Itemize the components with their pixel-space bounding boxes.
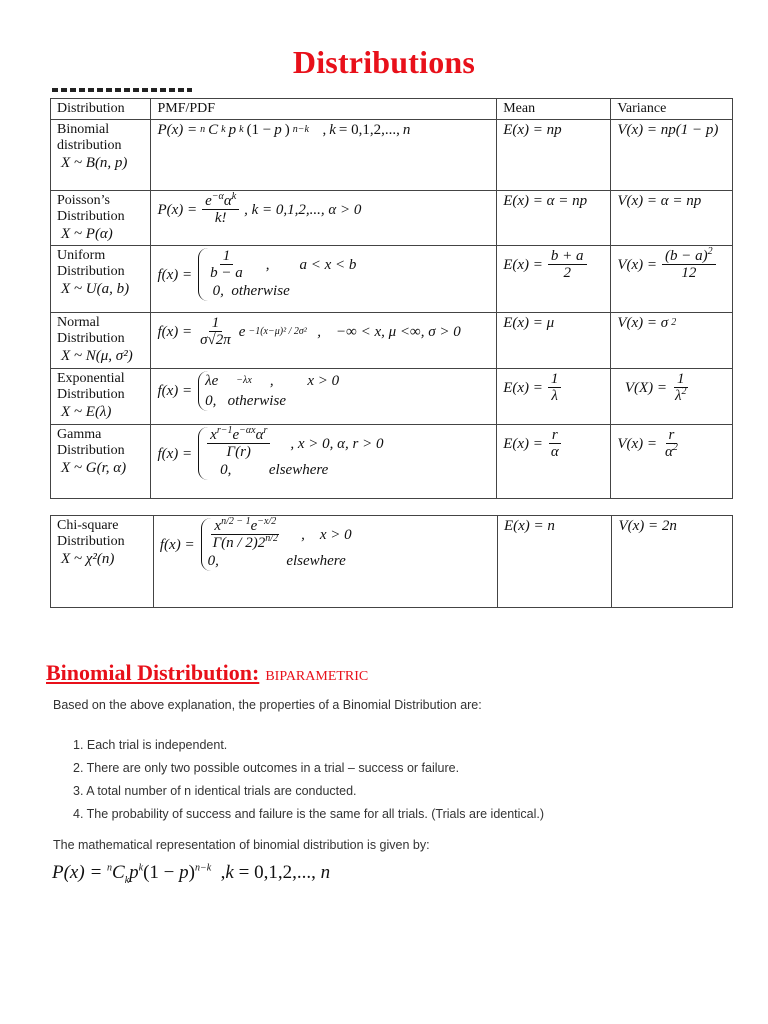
pdf-cell xyxy=(151,313,497,369)
distribution-name-cell xyxy=(51,246,151,313)
table-row xyxy=(51,246,733,313)
distribution-name: Distribution xyxy=(57,331,125,346)
distribution-name: Distribution xyxy=(57,209,125,224)
distribution-name-cell xyxy=(51,425,151,499)
variance-cell xyxy=(611,369,733,425)
table-row xyxy=(51,425,733,499)
distribution-name-cell xyxy=(51,369,151,425)
pdf-formula: f(x) = $\frac{x^{r-1}e^{-\alpha x}\alpha^r}{\Gamma(r)}$ , x > 0, α, r > 0 0, elsewhere xyxy=(157,425,384,478)
distribution-name: Poisson’s xyxy=(57,193,110,208)
mean-formula: E(x) = $\frac{r}{\alpha}$ xyxy=(503,427,559,460)
mean-formula: E(x) = μ xyxy=(503,315,555,331)
properties-intro: Based on the above explanation, the properties of a Binomial Distribution are: xyxy=(53,698,482,712)
list-item: 2. There are only two possible outcomes in a trial – success or failure. xyxy=(73,761,460,775)
table-header-row xyxy=(51,99,733,120)
distribution-name: Normal xyxy=(57,315,100,330)
page-title: Distributions xyxy=(292,44,476,80)
pdf-cell xyxy=(151,425,497,499)
pdf-formula: f(x) = λe −λx , x > 0 0, otherwise xyxy=(157,373,340,409)
variance-formula: V(x) = np(1 − p) xyxy=(617,122,719,138)
variance-cell xyxy=(611,191,733,246)
list-item: 4. The probability of success and failure is the same for all trials. (Trials are identical.) xyxy=(73,807,545,821)
distribution-name: Chi-square xyxy=(57,518,119,533)
pdf-cell xyxy=(151,120,497,191)
mean-cell xyxy=(497,191,611,246)
section-subtitle: BIPARAMETRIC xyxy=(265,669,369,684)
distribution-name-cell xyxy=(51,191,151,246)
header-mean: Mean xyxy=(497,99,611,120)
distribution-name-cell xyxy=(51,120,151,191)
distribution-notation: X ~ B(n, p) xyxy=(61,155,128,171)
variance-formula: V(x) = 2n xyxy=(618,518,677,534)
section-title: Binomial Distribution: xyxy=(46,660,260,685)
pdf-formula: f(x) = $\frac{x^{n/2 - 1}e^{-x/2}}{\Gamma(n / 2)2^{n/2}}$ , x > 0 0, elsewhere xyxy=(159,516,352,569)
distribution-name: Distribution xyxy=(57,264,125,279)
variance-cell xyxy=(611,313,733,369)
binomial-section-heading xyxy=(46,660,368,686)
header-variance: Variance xyxy=(611,99,733,120)
distribution-name: Binomial xyxy=(57,122,110,137)
table-row xyxy=(51,369,733,425)
variance-cell xyxy=(611,120,733,191)
distributions-table xyxy=(50,98,733,499)
table-row xyxy=(51,313,733,369)
scan-artifact-strip xyxy=(52,88,192,92)
distribution-notation: X ~ G(r, α) xyxy=(61,460,127,476)
pdf-cell xyxy=(151,246,497,313)
pdf-cell xyxy=(153,516,497,608)
table-row xyxy=(51,191,733,246)
variance-formula: V(x) = $\frac{r}{\alpha^2}$ xyxy=(617,427,678,460)
distribution-name: Distribution xyxy=(57,387,125,402)
table-row xyxy=(51,120,733,191)
table-row xyxy=(51,516,733,608)
distribution-name-cell xyxy=(51,313,151,369)
header-distribution: Distribution xyxy=(51,99,151,120)
variance-formula: V(X) = $\frac{1}{\lambda^2}$ xyxy=(617,371,687,404)
distribution-name: Distribution xyxy=(57,443,125,458)
distribution-name: distribution xyxy=(57,138,122,153)
distribution-name: Exponential xyxy=(57,371,125,386)
variance-formula: V(x) = α = np xyxy=(617,193,702,209)
pdf-formula: P(x) = $\frac{e^{-\alpha}\alpha^k}{k!}$ , k = 0,1,2,..., α > 0 xyxy=(157,191,362,226)
distribution-name: Gamma xyxy=(57,427,102,442)
list-item: 3. A total number of n identical trials are conducted. xyxy=(73,784,357,798)
mean-formula: E(x) = α = np xyxy=(503,193,588,209)
pdf-cell xyxy=(151,369,497,425)
chi-square-table xyxy=(50,515,733,608)
variance-cell xyxy=(611,246,733,313)
mean-cell xyxy=(497,516,611,608)
mean-cell xyxy=(497,313,611,369)
representation-intro: The mathematical representation of binomial distribution is given by: xyxy=(53,838,430,852)
mean-cell xyxy=(497,369,611,425)
variance-cell xyxy=(612,516,733,608)
distribution-name: Distribution xyxy=(57,534,125,549)
properties-list xyxy=(73,734,544,826)
distribution-notation: X ~ U(a, b) xyxy=(61,281,130,297)
variance-cell xyxy=(611,425,733,499)
distribution-notation: X ~ E(λ) xyxy=(61,404,112,420)
mean-cell xyxy=(497,246,611,313)
variance-formula: V(x) = $\frac{(b - a)^2}{12}$ xyxy=(617,248,717,281)
mean-formula: E(x) = $\frac{b + a}{2}$ xyxy=(503,248,588,281)
distribution-notation: X ~ χ²(n) xyxy=(61,551,115,567)
mean-formula: E(x) = n xyxy=(503,518,555,534)
distribution-notation: X ~ P(α) xyxy=(61,226,113,242)
pdf-formula: P(x) = n C k p k (1 − p ) n−k , k = 0,1,2,..., n xyxy=(157,122,411,138)
mean-formula: E(x) = np xyxy=(503,122,562,138)
distribution-name-cell xyxy=(51,516,154,608)
pdf-formula: f(x) = $\frac{1}{\sigma√2\pi}$ e −1(x−μ)² / 2σ² , −∞ < x, μ <∞, σ > 0 xyxy=(157,315,461,348)
list-item: 1. Each trial is independent. xyxy=(73,738,228,752)
header-pmf-pdf: PMF/PDF xyxy=(151,99,497,120)
mean-cell xyxy=(497,120,611,191)
variance-formula: V(x) = σ 2 xyxy=(617,315,677,331)
distribution-notation: X ~ N(μ, σ²) xyxy=(61,348,133,364)
mean-formula: E(x) = $\frac{1}{\lambda}$ xyxy=(503,371,563,404)
binomial-formula: $P(x) = ^nC_kp^k(1 - p)^{n-k}$ ,k = 0,1,2,..., n xyxy=(52,862,331,886)
pdf-formula: f(x) = $\frac{1}{b - a}$ , a < x < b 0, otherwise xyxy=(157,248,357,299)
distribution-name: Uniform xyxy=(57,248,106,263)
pdf-cell xyxy=(151,191,497,246)
mean-cell xyxy=(497,425,611,499)
